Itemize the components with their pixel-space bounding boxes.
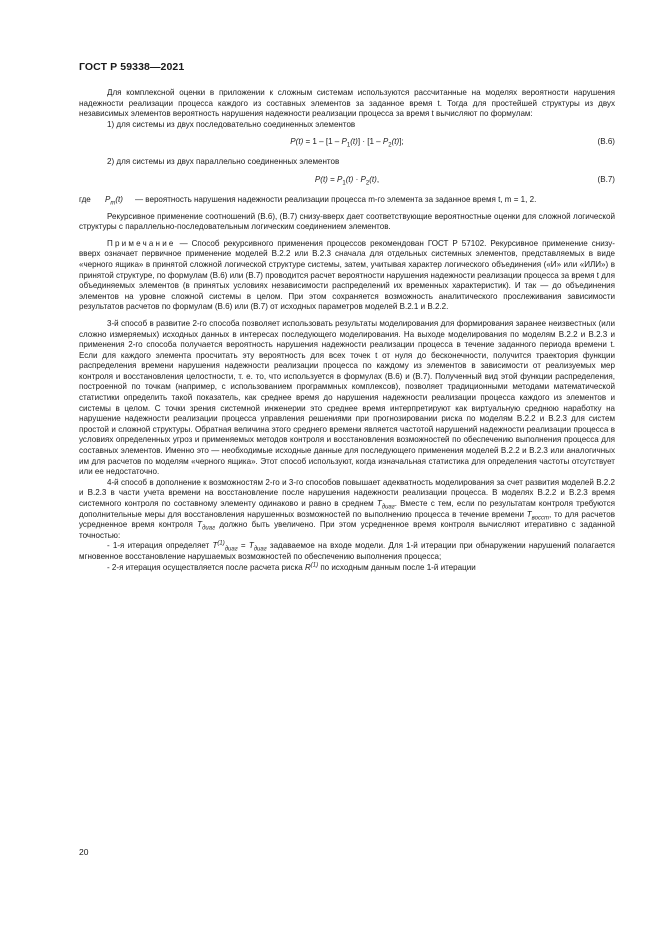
iteration-1-text-b: задаваемое на входе модели. Для 1-й итерации при обнаружении нарушений полагается мгновенное восстановление нарушаемых возможностей по обеспечению выполнения процесса; (79, 541, 616, 561)
symbol-t1-diag: $T^{(1)}_{диаг}$ (212, 540, 238, 553)
document-body (79, 88, 615, 573)
where-symbol: $P_m(t)$ (105, 194, 123, 207)
iteration-2-text-b: по исходным данным после 1-й итерации (318, 562, 476, 572)
symbol-t-diag-3: $T_{диаг}$ (248, 541, 267, 553)
formula-b7 (79, 175, 615, 188)
paragraph-method-4 (79, 478, 615, 542)
method-4-text-a: 4-й способ в дополнение к возможностям 2-го и 3-го способов повышает адекватность моделирования за счет развития моделей В.2.2 и В.2.3 в части учета времени на восстановление после нарушения надежности реализации процесса. В моделях В.2.2 и В.2.3 время системного контроля по составному элементу одинаково и равно в среднем (79, 477, 615, 508)
formula-b7-number: (В.7) (597, 174, 615, 184)
iteration-1-equals: = (237, 541, 249, 551)
symbol-r1: $R^{(1)}$ (304, 561, 319, 572)
list-item-iteration-1 (79, 541, 615, 562)
document-header: ГОСТ Р 59338—2021 (79, 61, 185, 73)
formula-b6-expression: $P(t) = 1 - [1 - P_1(t)] \cdot [1 - P_2(t)]$; (290, 137, 404, 149)
list-item-iteration-2 (79, 563, 615, 574)
note-paragraph (79, 239, 615, 313)
where-clause (79, 195, 615, 206)
page-number: 20 (79, 847, 89, 857)
list-item-parallel: 2) для системы из двух параллельно соединенных элементов (107, 157, 340, 167)
note-label: Примечание (107, 238, 176, 248)
paragraph-method-3: 3-й способ в развитие 2-го способа позволяет использовать результаты моделирования для формирования заранее неизвестных (или сложно измеряемых) исходных данных в интересах последующего моделирования. На выходе моделирования по моделям В.2.2 и В.2.3 и применения 2-го способа получается вероятность нарушения надежности реализации процесса в течение заданного периода времени t. Если для каждого элемента просчитать эту вероятность для всех точек t от нуля до бесконечности, получится траектория функции распределения времени нарушения надежности реализации процесса по каждому из элементов в зависимости от реализуемых мер контроля и восстановления целостности, т. е. то, что используется в формулах (В.6) и (В.7). Полученный вид этой функции распределения, построенной по точкам (например, с использованием программных комплексов), позволяет традиционными методами математической статистики определить такой показатель, как среднее время до нарушения надежности реализации процесса каждого из элементов и системы в целом. С точки зрения системной инженерии это среднее время интерпретируют как виртуальную среднюю наработку на нарушение надежности реализации процесса управления решениями при прогнозировании риска по моделям В.2.2 и В.2.3 для систем простой и сложной структуры. Обратная величина этого среднего времени является частотой нарушений надежности реализации процесса в условиях определенных угроз и применяемых методов контроля и восстановления возможностей по обеспечению выполнения процесса для составных элементов. Именно это — необходимые исходные данные для последующего применения моделей В.2.2 и В.2.3 или аналогичных им для расчетов по моделям «черного ящика». Этот способ используют, когда изначальная статистика для определения частоты отсутствует или ее недостаточно. (79, 318, 615, 477)
list-item-serial: 1) для системы из двух последовательно соединенных элементов (107, 119, 356, 129)
formula-b6-number: (В.6) (597, 137, 615, 147)
symbol-t-diag-2: $T_{диаг}$ (197, 520, 216, 532)
method-4-text-b: . Вместе с тем, если по результатам контроля требуются дополнительные меры для восстановления нарушенных возможностей по выполнению процесса в течение времени (79, 499, 615, 519)
method-4-text-d: должно быть увеличено. При этом усредненное время контроля вычисляют итеративно с заданной точностью: (79, 520, 615, 540)
formula-b7-expression: $P(t) = P_1(t) \cdot P_2(t)$, (314, 174, 380, 187)
iteration-2-text-a: - 2-я итерация осуществляется после расчета риска (107, 562, 305, 572)
note-text: — Способ рекурсивного применения процессов рекомендован ГОСТ Р 57102. Рекурсивное применение снизу-вверх означает первичное применение моделей В.2.2 или В.2.3 сначала для отдельных системных элементов, представляемых в виде «черного ящика» в принятой сложной логической структуре системы, затем, учитывая характер логического объединения («И» или «ИЛИ») в принятой структуре, по формулам (В.6) или (В.7) проводится расчет вероятности нарушения надежности реализации процесса за время t для объединяемых элементов (в принятых условиях независимости распределений их временных характеристик). И так — до объединения элементов на уровне сложной системы в целом. При этом сохраняется возможность аналитического прослеживания зависимости результатов расчетов по формулам (В.6) или (В.7) от исходных параметров моделей В.2.1 и В.2.2. (79, 238, 615, 312)
where-label: где (79, 194, 91, 204)
method-4-text-c: , то для расчетов усредненное время контроля (79, 509, 616, 530)
paragraph-recursive: Рекурсивное применение соотношений (В.6), (В.7) снизу-вверх дает соответствующие вероятностные оценки для сложной логической структуры с параллельно-последовательным логическим соединением элементов. (79, 211, 615, 232)
where-text: — вероятность нарушения надежности реализации процесса m-го элемента за заданное время t, m = 1, 2. (135, 194, 537, 204)
formula-b6 (79, 137, 615, 150)
symbol-t-vosst: $T_{восст}$ (526, 509, 549, 522)
paragraph-intro: Для комплексной оценки в приложении к сложным системам используются рассчитанные на моделях вероятности нарушения надежности реализации процесса каждого из составных элементов за заданное время t. Тогда для простейшей структуры из двух независимых элементов вероятность нарушения надежности реализации процесса за время t вычисляют по формулам: (79, 88, 615, 119)
iteration-1-text-a: - 1-я итерация определяет (107, 541, 213, 551)
symbol-t-diag: $T_{диаг}$ (376, 499, 395, 511)
